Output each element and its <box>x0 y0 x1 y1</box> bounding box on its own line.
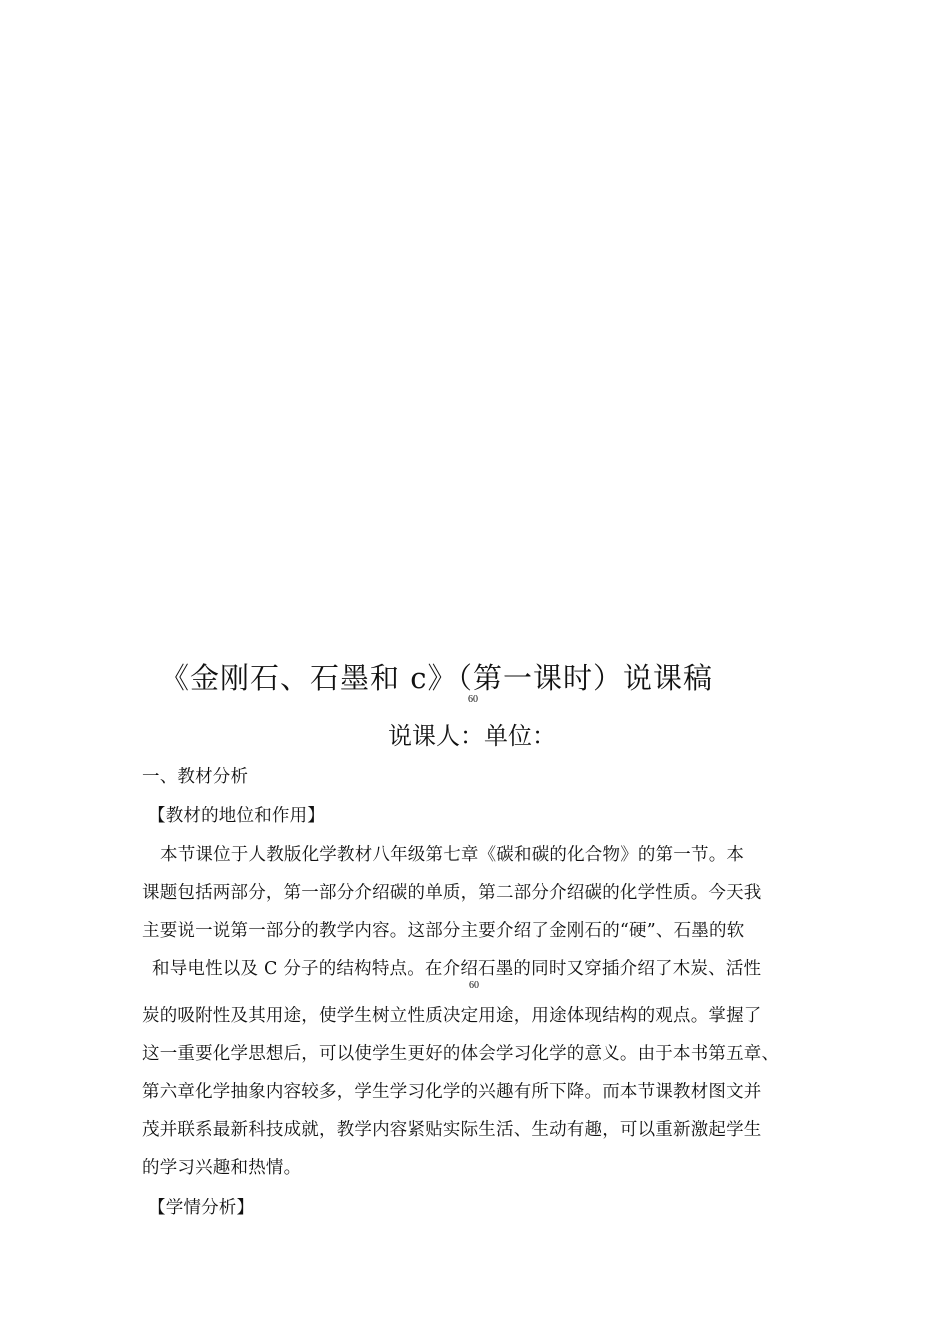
paragraph-line: 这一重要化学思想后，可以使学生更好的体会学习化学的意义。由于本书第五章、 <box>142 1044 780 1064</box>
section-heading: 一、教材分析 <box>142 767 249 787</box>
paragraph-line: 第六章化学抽象内容较多，学生学习化学的兴趣有所下降。而本节课教材图文并 <box>142 1082 762 1102</box>
paragraph-line: 炭的吸附性及其用途，使学生树立性质决定用途，用途体现结构的观点。掌握了 <box>142 1006 762 1026</box>
paragraph-line: 和导电性以及 C 分子的结构特点。在介绍石墨的同时又穿插介绍了木炭、活性 <box>152 959 762 979</box>
paragraph-line: 茂并联系最新科技成就，教学内容紧贴实际生活、生动有趣，可以重新激起学生 <box>142 1120 762 1140</box>
speaker-line: 说课人：单位： <box>388 722 556 750</box>
title-subscript: 60 <box>468 694 478 705</box>
paragraph-line: 主要说一说第一部分的教学内容。这部分主要介绍了金刚石的“硬”、石墨的软 <box>142 921 745 941</box>
subheading-position: 【教材的地位和作用】 <box>148 806 325 826</box>
subheading-students: 【学情分析】 <box>148 1198 255 1218</box>
paragraph-line: 本节课位于人教版化学教材八年级第七章《碳和碳的化合物》的第一节。本 <box>160 845 745 865</box>
paragraph-subscript: 60 <box>469 980 479 991</box>
document-title: 《金刚石、石墨和 c》（第一课时）说课稿 <box>160 661 713 695</box>
paragraph-line: 的学习兴趣和热情。 <box>142 1158 302 1178</box>
paragraph-line: 课题包括两部分，第一部分介绍碳的单质，第二部分介绍碳的化学性质。今天我 <box>142 883 762 903</box>
